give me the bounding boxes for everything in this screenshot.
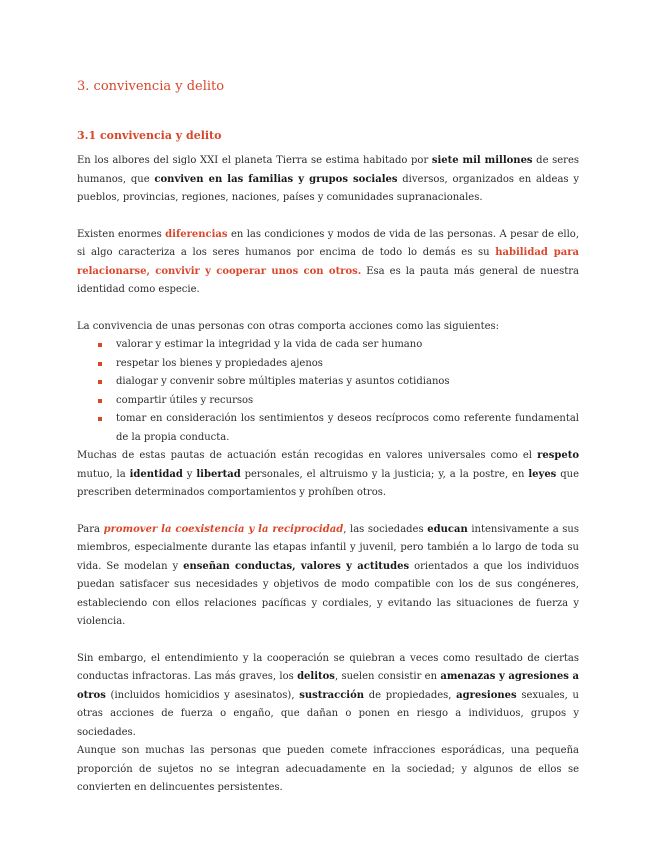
list-item: tomar en consideración los sentimientos y deseos recíprocos como referente fundamental de la propia conducta.	[77, 410, 579, 447]
square-bullet-icon	[98, 362, 102, 366]
square-bullet-icon	[98, 343, 102, 347]
subsection-title: 3.1 convivencia y delito	[77, 129, 222, 142]
paragraph-values: Muchas de estas pautas de actuación están recogidas en valores universales como el respeto mutuo, la identidad y libertad personales, el altruismo y la justicia; y, a la postre, en leyes que prescriben determinados comportamientos y prohíben otros.	[77, 450, 579, 498]
paragraph-crimes: Sin embargo, el entendimiento y la cooperación se quiebran a veces como resultado de ciertas conductas infractoras. Las más graves, los delitos, suelen consistir en amenazas y agresiones a otros (incluidos homicidios y asesinatos), sustracción de propiedades, agresiones sexuales, u otras acciones de fuerza o engaño, que dañan o ponen en riesgo a individuos, grupos y sociedades.	[77, 652, 579, 738]
paragraph-education: Para promover la coexistencia y la reciprocidad, las sociedades educan intensivamente a sus miembros, especialmente durante las etapas infantil y juvenil, pero también a lo largo de toda su vida. Se modelan y enseñan conductas, valores y actitudes orientados a que los individuos puedan satisfacer sus necesidades y objetivos de modo compatible con los de sus congéneres, estableciendo con ellos relaciones pacíficas y cordiales, y evitando las situaciones de fuerza y violencia.	[77, 523, 580, 627]
square-bullet-icon	[98, 399, 102, 403]
paragraph-offenders: Aunque son muchas las personas que pueden comete infracciones esporádicas, una pequeña proporción de sujetos no se integran adecuadamente en la sociedad; y algunos de ellos se convierten en delincuentes persistentes.	[77, 745, 579, 793]
square-bullet-icon	[98, 417, 102, 421]
list-item: valorar y estimar la integridad y la vida de cada ser humano	[77, 336, 579, 355]
paragraph-population: En los albores del siglo XXI el planeta Tierra se estima habitado por siete mil millones de seres humanos, que conviven en las familias y grupos sociales diversos, organizados en aldeas y pueblos, provincias, regiones, naciones, países y comunidades supranacionales.	[77, 155, 579, 203]
list-item: compartir útiles y recursos	[77, 392, 579, 411]
paragraph-differences: Existen enormes diferencias en las condiciones y modos de vida de las personas. A pesar de ello, si algo caracteriza a los seres humanos por encima de todo lo demás es su habilidad para relacionarse, convivir y cooperar unos con otros. Esa es la pauta más general de nuestra identidad como especie.	[77, 228, 579, 295]
list-item: dialogar y convenir sobre múltiples materias y asuntos cotidianos	[77, 373, 579, 392]
section-title: 3. convivencia y delito	[77, 79, 225, 94]
square-bullet-icon	[98, 380, 102, 384]
list-item: respetar los bienes y propiedades ajenos	[77, 355, 579, 374]
paragraph-list-intro: La convivencia de unas personas con otras comporta acciones como las siguientes:	[77, 320, 500, 332]
bullet-list	[77, 336, 579, 447]
